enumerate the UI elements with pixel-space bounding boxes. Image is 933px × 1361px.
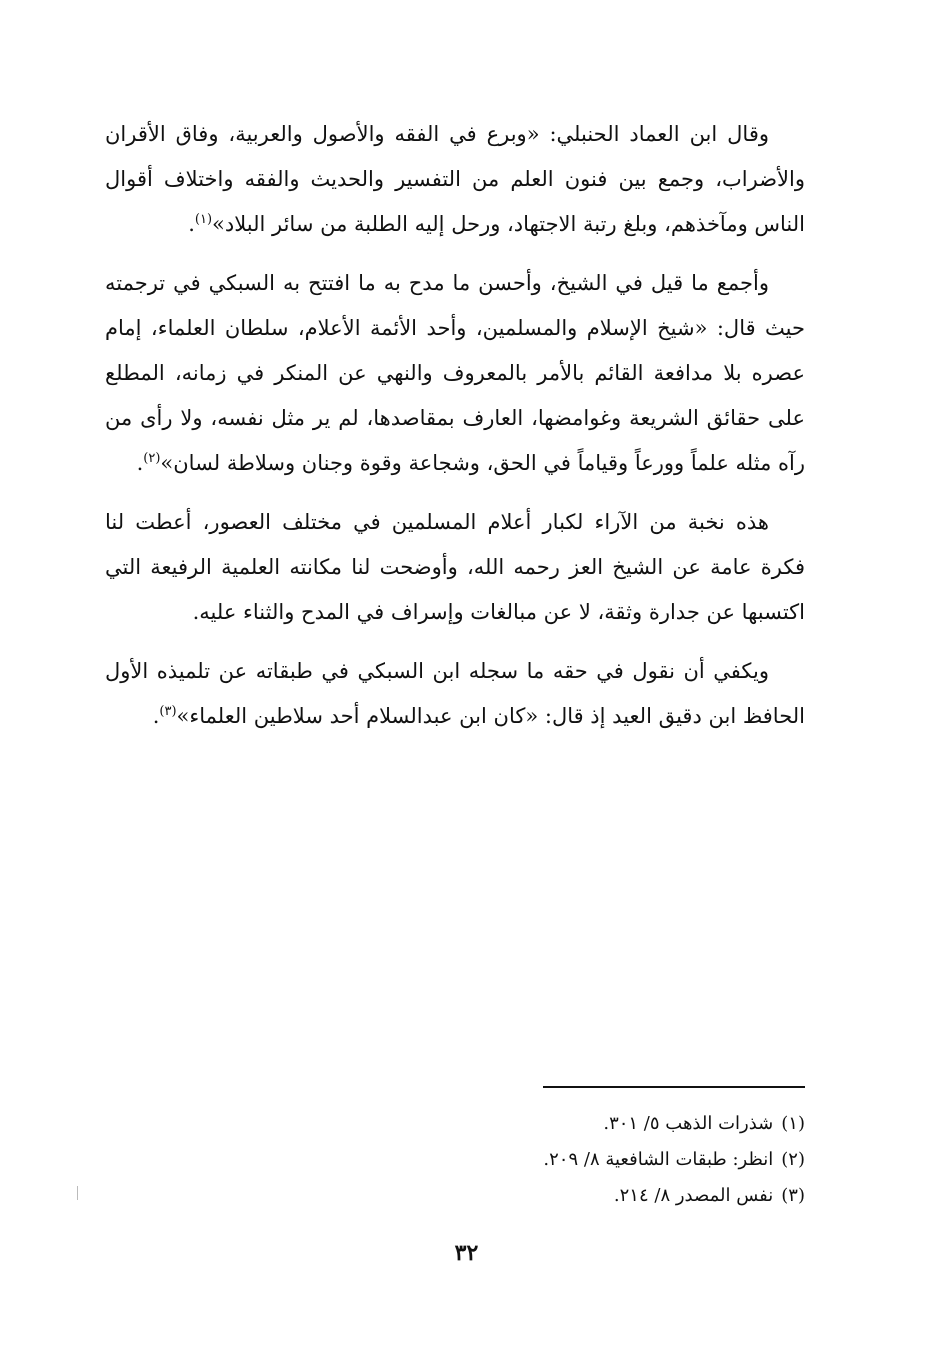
footnote-divider <box>543 1086 805 1088</box>
page-number: ٣٢ <box>454 1240 479 1266</box>
footnotes <box>105 1106 805 1214</box>
scan-speck <box>77 1186 78 1200</box>
paragraph-end: . <box>188 212 195 236</box>
paragraph-ibn-daqiq-quote <box>105 649 805 739</box>
footnote-3 <box>105 1178 805 1214</box>
paragraph-text: وأجمع ما قيل في الشيخ، وأحسن ما مدح به ما افتتح به السبكي في ترجمته حيث قال: «شيخ الإسلام والمسلمين، وأحد الأئمة الأعلام، سلطان العلماء، إمام عصره بلا مدافعة القائم بالأمر بالمعروف والنهي عن المنكر في زمانه، المطلع على حقائق الشريعة وغوامضها، العارف بمقاصدها، لم ير مثل نفسه، ولا رأى من رآه مثله علماً وورعاً وقياماً في الحق، وشجاعة وقوة وجنان وسلاطة لسان» <box>105 271 805 475</box>
footnote-2 <box>105 1142 805 1178</box>
footnote-text: شذرات الذهب ٥/ ٣٠١. <box>603 1113 774 1134</box>
footnote-text: انظر: طبقات الشافعية ٨/ ٢٠٩. <box>543 1149 774 1170</box>
footnote-ref-1: (١) <box>194 212 213 227</box>
footnote-number: (٣) <box>781 1185 805 1206</box>
paragraph-text: وقال ابن العماد الحنبلي: «وبرع في الفقه والأصول والعربية، وفاق الأقران والأضراب، وجمع بين فنون العلم من التفسير والحديث والفقه واختلاف أقوال الناس ومآخذهم، وبلغ رتبة الاجتهاد، ورحل إليه الطلبة من سائر البلاد» <box>105 122 805 236</box>
footnote-number: (١) <box>781 1113 805 1134</box>
paragraph-subki-quote <box>105 261 805 486</box>
main-text <box>105 112 805 753</box>
paragraph-summary <box>105 500 805 635</box>
paragraph-text: هذه نخبة من الآراء لكبار أعلام المسلمين في مختلف العصور، أعطت لنا فكرة عامة عن الشيخ العز رحمه الله، وأوضحت لنا مكانته العلمية الرفيعة التي اكتسبها عن جدارة وثقة، لا عن مبالغات وإسراف في المدح والثناء عليه. <box>105 510 805 624</box>
footnote-text: نفس المصدر ٨/ ٢١٤. <box>613 1185 774 1206</box>
paragraph-text: ويكفي أن نقول في حقه ما سجله ابن السبكي في طبقاته عن تلميذه الأول الحافظ ابن دقيق العيد إذ قال: «كان ابن عبدالسلام أحد سلاطين العلماء» <box>105 659 805 728</box>
paragraph-end: . <box>152 704 160 728</box>
paragraph-end: . <box>136 451 144 475</box>
footnote-ref-3: (٣) <box>159 704 177 719</box>
paragraph-ibn-al-imad-quote <box>105 112 805 247</box>
footnote-1 <box>105 1106 805 1142</box>
footnote-ref-2: (٢) <box>143 451 161 466</box>
footnote-number: (٢) <box>781 1149 805 1170</box>
